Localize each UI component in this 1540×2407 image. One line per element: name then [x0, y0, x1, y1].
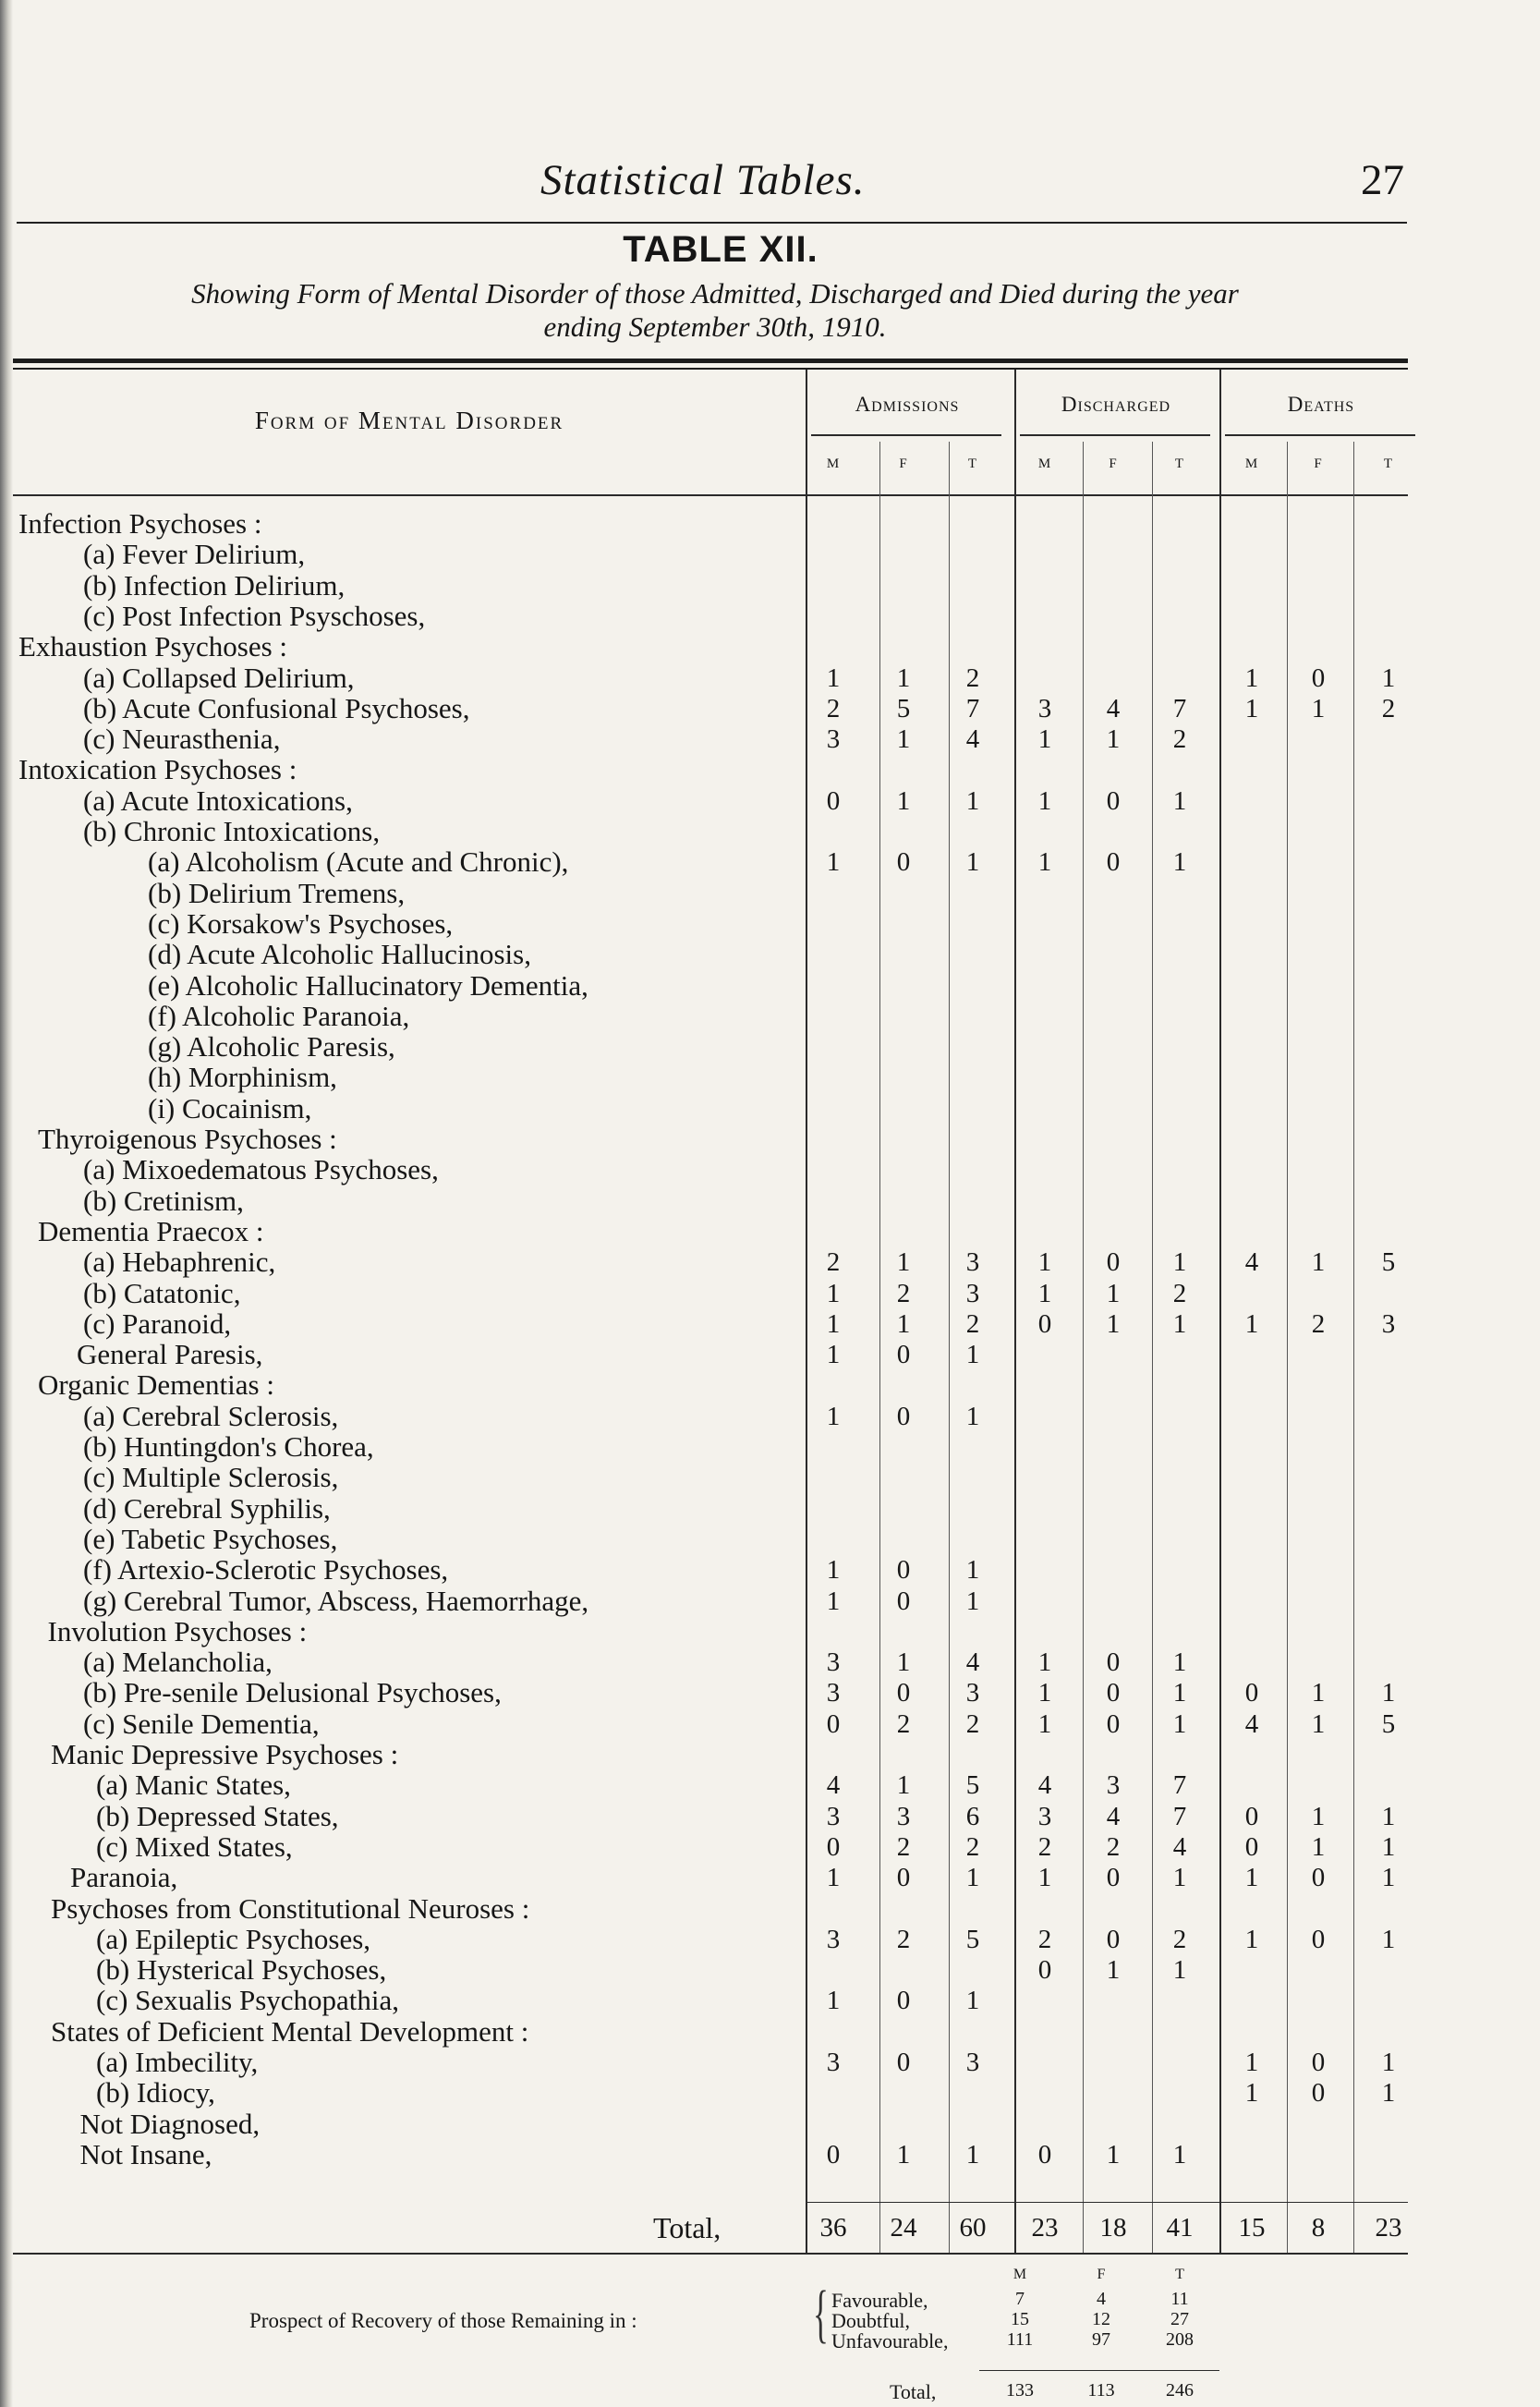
row-label: (a) Manic States,	[96, 1769, 291, 1802]
row-label: (b) Chronic Intoxications,	[83, 815, 381, 847]
cell-admissions-t: 6	[965, 1801, 980, 1831]
prospect-value-t: 27	[1170, 2309, 1189, 2329]
row-label: (b) Delirium Tremens,	[148, 876, 406, 909]
table-top-rule-thick	[13, 359, 1408, 363]
cell-discharged-m: 1	[1037, 785, 1052, 816]
cell-admissions-m: 1	[826, 1555, 841, 1586]
prospect-value-t: 11	[1170, 2289, 1189, 2309]
cell-deaths-f: 0	[1311, 1924, 1326, 1954]
row-label: (i) Cocainism,	[148, 1091, 312, 1124]
cell-discharged-m: 0	[1037, 1955, 1052, 1986]
cell-admissions-t: 2	[965, 663, 980, 693]
cell-discharged-m: 1	[1037, 1708, 1052, 1739]
cell-admissions-m: 1	[826, 847, 841, 878]
cell-admissions-t: 1	[965, 1401, 980, 1431]
cell-admissions-t: 3	[965, 1278, 980, 1308]
row-label: (a) Alcoholism (Acute and Chronic),	[148, 845, 569, 879]
cell-discharged-t: 4	[1172, 1831, 1187, 1862]
running-head	[0, 155, 1413, 211]
cell-discharged-t: 1	[1172, 1678, 1187, 1708]
cell-discharged-m: 0	[1037, 1308, 1052, 1339]
cell-deaths-f: 0	[1311, 2048, 1326, 2077]
cell-discharged-t: 1	[1172, 1247, 1187, 1278]
subtitle-line-1: Showing Form of Mental Disorder of those Admitted, Discharged and Died during the year	[191, 277, 1239, 310]
subtitle-line-2: ending September 30th, 1910.	[543, 310, 887, 343]
cell-admissions-t: 1	[965, 1986, 980, 2016]
cell-admissions-f: 1	[896, 2139, 911, 2170]
cell-admissions-m: 1	[826, 1308, 841, 1339]
row-label: Not Insane,	[79, 2137, 212, 2170]
total-admissions-m: 36	[819, 2213, 847, 2243]
prospect-value-f: 12	[1092, 2309, 1110, 2329]
page-number: 27	[1361, 156, 1404, 204]
prospect-value-m: 7	[1015, 2289, 1025, 2309]
cell-admissions-t: 1	[965, 847, 980, 878]
row-label: (c) Korsakow's Psychoses,	[148, 906, 454, 940]
cell-admissions-m: 1	[826, 1586, 841, 1616]
cell-admissions-f: 0	[896, 2048, 911, 2077]
cell-deaths-m: 1	[1244, 693, 1259, 723]
total-bottom-rule	[13, 2253, 1408, 2255]
cell-discharged-t: 2	[1172, 1278, 1187, 1308]
cell-admissions-f: 0	[896, 1678, 911, 1708]
cell-admissions-f: 1	[896, 785, 911, 816]
cell-admissions-m: 3	[826, 1801, 841, 1831]
cell-admissions-m: 1	[826, 1401, 841, 1431]
cell-deaths-m: 0	[1244, 1801, 1259, 1831]
total-admissions-f: 24	[890, 2213, 917, 2243]
row-label: (b) Depressed States,	[96, 1799, 339, 1832]
prospect-header-t: T	[1175, 2267, 1184, 2282]
row-label: Intoxication Psychoses :	[18, 753, 297, 786]
cell-admissions-m: 2	[826, 1247, 841, 1278]
row-label: (a) Imbecility,	[96, 2046, 259, 2078]
cell-discharged-f: 1	[1106, 724, 1121, 755]
row-label: (g) Alcoholic Paresis,	[148, 1030, 395, 1064]
cell-discharged-f: 0	[1106, 1678, 1121, 1708]
cell-deaths-t: 1	[1381, 1924, 1396, 1954]
cell-deaths-m: 4	[1244, 1247, 1259, 1278]
row-label: (a) Cerebral Sclerosis,	[83, 1399, 339, 1432]
cell-admissions-f: 0	[896, 1586, 911, 1616]
cell-deaths-f: 0	[1311, 2078, 1326, 2109]
row-label: (b) Pre-senile Delusional Psychoses,	[83, 1676, 502, 1709]
cell-admissions-m: 1	[826, 1340, 841, 1370]
cell-admissions-t: 1	[965, 2139, 980, 2170]
prospect-value-t: 208	[1166, 2329, 1194, 2350]
cell-admissions-f: 1	[896, 1647, 911, 1678]
prospect-total-t: 246	[1166, 2380, 1194, 2401]
cell-deaths-m: 1	[1244, 1308, 1259, 1339]
row-label: States of Deficient Mental Development :	[51, 2014, 529, 2048]
total-discharged-t: 41	[1166, 2213, 1194, 2243]
header-rule	[17, 222, 1407, 224]
prospect-row-label: Unfavourable,	[831, 2329, 949, 2352]
cell-admissions-f: 1	[896, 724, 911, 755]
group-underline	[811, 434, 1001, 436]
cell-deaths-t: 1	[1381, 2078, 1396, 2109]
cell-admissions-m: 1	[826, 1863, 841, 1893]
row-label: (c) Mixed States,	[96, 1830, 293, 1863]
row-label: Thyroigenous Psychoses :	[38, 1123, 337, 1155]
cell-deaths-t: 1	[1381, 2048, 1396, 2077]
row-label: (e) Alcoholic Hallucinatory Dementia,	[148, 968, 588, 1002]
cell-admissions-m: 1	[826, 1278, 841, 1308]
row-label: (c) Multiple Sclerosis,	[83, 1461, 339, 1494]
total-discharged-m: 23	[1031, 2213, 1059, 2243]
row-label: Dementia Praecox :	[38, 1214, 264, 1247]
prospect-header-f: F	[1097, 2267, 1106, 2282]
column-sub-f: F	[1109, 456, 1118, 471]
row-label: (c) Sexualis Psychopathia,	[96, 1984, 400, 2017]
cell-discharged-f: 0	[1106, 847, 1121, 878]
cell-admissions-f: 5	[896, 693, 911, 723]
cell-discharged-m: 3	[1037, 1801, 1052, 1831]
prospect-row-label: Favourable,	[831, 2289, 928, 2312]
row-label: (a) Acute Intoxications,	[83, 784, 353, 817]
prospect-value-m: 15	[1011, 2309, 1029, 2329]
row-label: (c) Senile Dementia,	[83, 1707, 320, 1740]
cell-deaths-t: 5	[1381, 1708, 1396, 1739]
cell-admissions-t: 1	[965, 1863, 980, 1893]
cell-discharged-f: 1	[1106, 1955, 1121, 1986]
column-sub-f: F	[899, 456, 908, 471]
cell-discharged-f: 4	[1106, 693, 1121, 723]
row-label: (d) Acute Alcoholic Hallucinosis,	[148, 938, 531, 971]
prospect-brace: {	[813, 2279, 829, 2350]
cell-deaths-t: 1	[1381, 1863, 1396, 1893]
cell-admissions-f: 2	[896, 1708, 911, 1739]
cell-deaths-t: 1	[1381, 1801, 1396, 1831]
cell-discharged-f: 0	[1106, 1708, 1121, 1739]
cell-discharged-m: 1	[1037, 1278, 1052, 1308]
cell-discharged-m: 4	[1037, 1770, 1052, 1801]
cell-discharged-m: 1	[1037, 847, 1052, 878]
row-label: General Paresis,	[77, 1338, 263, 1371]
table-title: TABLE XII.	[623, 229, 819, 270]
cell-discharged-f: 0	[1106, 1924, 1121, 1954]
cell-discharged-t: 1	[1172, 1863, 1187, 1893]
cell-discharged-f: 0	[1106, 1647, 1121, 1678]
cell-admissions-m: 3	[826, 2048, 841, 2077]
row-label: (h) Morphinism,	[148, 1061, 337, 1094]
cell-discharged-f: 0	[1106, 785, 1121, 816]
cell-discharged-m: 3	[1037, 693, 1052, 723]
column-sub-m: M	[826, 456, 841, 471]
prospect-total-rule	[979, 2370, 1219, 2371]
cell-admissions-t: 4	[965, 1647, 980, 1678]
cell-discharged-f: 1	[1106, 1308, 1121, 1339]
cell-admissions-t: 1	[965, 1555, 980, 1586]
cell-deaths-f: 2	[1311, 1308, 1326, 1339]
row-label: (e) Tabetic Psychoses,	[83, 1522, 338, 1555]
cell-discharged-m: 1	[1037, 1863, 1052, 1893]
cell-admissions-t: 1	[965, 785, 980, 816]
cell-discharged-f: 1	[1106, 1278, 1121, 1308]
cell-admissions-t: 7	[965, 693, 980, 723]
cell-discharged-t: 1	[1172, 1308, 1187, 1339]
cell-deaths-f: 1	[1311, 693, 1326, 723]
cell-deaths-m: 1	[1244, 2048, 1259, 2077]
cell-admissions-t: 1	[965, 1586, 980, 1616]
row-label: (b) Cretinism,	[83, 1184, 244, 1217]
cell-discharged-t: 1	[1172, 1647, 1187, 1678]
cell-deaths-t: 2	[1381, 693, 1396, 723]
row-label: Paranoia,	[70, 1861, 178, 1894]
cell-deaths-f: 1	[1311, 1678, 1326, 1708]
cell-admissions-t: 2	[965, 1708, 980, 1739]
row-label: Psychoses from Constitutional Neuroses :	[51, 1891, 530, 1925]
cell-admissions-f: 1	[896, 1308, 911, 1339]
cell-admissions-m: 0	[826, 785, 841, 816]
cell-admissions-t: 1	[965, 1340, 980, 1370]
cell-discharged-m: 1	[1037, 724, 1052, 755]
total-deaths-t: 23	[1375, 2213, 1402, 2243]
cell-discharged-m: 2	[1037, 1924, 1052, 1954]
total-top-rule	[806, 2202, 1408, 2203]
cell-discharged-f: 2	[1106, 1831, 1121, 1862]
cell-admissions-t: 5	[965, 1770, 980, 1801]
column-sub-m: M	[1244, 456, 1259, 471]
prospect-value-f: 4	[1097, 2289, 1106, 2309]
cell-discharged-m: 1	[1037, 1678, 1052, 1708]
total-deaths-f: 8	[1311, 2213, 1326, 2243]
row-label: (b) Idiocy,	[96, 2076, 215, 2109]
row-label: (g) Cerebral Tumor, Abscess, Haemorrhage,	[83, 1584, 589, 1617]
table-subtitle	[13, 277, 1417, 344]
cell-admissions-f: 1	[896, 1247, 911, 1278]
cell-discharged-m: 2	[1037, 1831, 1052, 1862]
total-deaths-m: 15	[1238, 2213, 1266, 2243]
row-label: (a) Collapsed Delirium,	[83, 661, 355, 694]
prospect-value-m: 111	[1006, 2329, 1034, 2350]
column-group-discharged: Discharged	[1061, 393, 1171, 416]
cell-deaths-m: 1	[1244, 1863, 1259, 1893]
row-label: (b) Catatonic,	[83, 1276, 241, 1309]
column-sub-t: T	[1383, 456, 1394, 471]
cell-discharged-t: 1	[1172, 785, 1187, 816]
cell-discharged-t: 7	[1172, 693, 1187, 723]
cell-admissions-f: 1	[896, 663, 911, 693]
cell-admissions-f: 2	[896, 1278, 911, 1308]
cell-admissions-f: 3	[896, 1801, 911, 1831]
row-label: Infection Psychoses :	[18, 507, 262, 540]
cell-discharged-f: 1	[1106, 2139, 1121, 2170]
cell-admissions-t: 2	[965, 1308, 980, 1339]
cell-deaths-f: 0	[1311, 1863, 1326, 1893]
cell-deaths-m: 1	[1244, 663, 1259, 693]
cell-deaths-t: 1	[1381, 1678, 1396, 1708]
cell-admissions-m: 4	[826, 1770, 841, 1801]
total-label: Total,	[653, 2211, 721, 2244]
cell-discharged-m: 1	[1037, 1247, 1052, 1278]
cell-admissions-t: 3	[965, 1247, 980, 1278]
cell-discharged-t: 7	[1172, 1801, 1187, 1831]
prospect-value-f: 97	[1092, 2329, 1110, 2350]
cell-admissions-f: 0	[896, 1986, 911, 2016]
cell-admissions-t: 3	[965, 2048, 980, 2077]
row-label: (b) Huntingdon's Chorea,	[83, 1430, 374, 1463]
prospect-total-label: Total,	[890, 2380, 937, 2403]
cell-discharged-t: 2	[1172, 1924, 1187, 1954]
cell-deaths-f: 1	[1311, 1247, 1326, 1278]
cell-admissions-t: 3	[965, 1678, 980, 1708]
group-underline	[1225, 434, 1415, 436]
cell-deaths-f: 1	[1311, 1831, 1326, 1862]
column-group-deaths: Deaths	[1287, 393, 1355, 416]
cell-deaths-t: 5	[1381, 1247, 1396, 1278]
cell-admissions-m: 2	[826, 693, 841, 723]
cell-deaths-f: 0	[1311, 663, 1326, 693]
cell-deaths-t: 1	[1381, 1831, 1396, 1862]
cell-admissions-f: 0	[896, 1401, 911, 1431]
cell-admissions-m: 0	[826, 1708, 841, 1739]
cell-deaths-m: 1	[1244, 1924, 1259, 1954]
cell-deaths-m: 4	[1244, 1708, 1259, 1739]
cell-admissions-f: 0	[896, 1555, 911, 1586]
cell-discharged-t: 1	[1172, 1708, 1187, 1739]
row-label: (d) Cerebral Syphilis,	[83, 1491, 331, 1525]
cell-discharged-t: 1	[1172, 1955, 1187, 1986]
cell-admissions-t: 4	[965, 724, 980, 755]
cell-deaths-m: 1	[1244, 2078, 1259, 2109]
row-label: (c) Paranoid,	[83, 1307, 232, 1340]
row-label: (a) Epileptic Psychoses,	[96, 1922, 371, 1955]
column-sub-m: M	[1037, 456, 1052, 471]
cell-discharged-m: 1	[1037, 1647, 1052, 1678]
cell-admissions-m: 0	[826, 2139, 841, 2170]
cell-discharged-t: 7	[1172, 1770, 1187, 1801]
cell-deaths-t: 1	[1381, 663, 1396, 693]
column-sub-f: F	[1314, 456, 1323, 471]
row-label: Not Diagnosed,	[79, 2107, 261, 2140]
form-of-disorder-header: Form of Mental Disorder	[254, 407, 564, 434]
row-label: (a) Mixoedematous Psychoses,	[83, 1153, 439, 1186]
row-label: (b) Acute Confusional Psychoses,	[83, 691, 470, 724]
total-admissions-t: 60	[959, 2213, 987, 2243]
cell-admissions-f: 0	[896, 1863, 911, 1893]
row-label: Organic Dementias :	[38, 1368, 274, 1402]
row-label: (a) Fever Delirium,	[83, 538, 306, 571]
cell-discharged-t: 2	[1172, 724, 1187, 755]
cell-deaths-m: 0	[1244, 1831, 1259, 1862]
cell-admissions-t: 5	[965, 1924, 980, 1954]
cell-discharged-m: 0	[1037, 2139, 1052, 2170]
cell-discharged-f: 4	[1106, 1801, 1121, 1831]
prospect-label: Prospect of Recovery of those Remaining in :	[249, 2309, 637, 2332]
prospect-header-m: M	[1013, 2267, 1027, 2282]
row-label: Involution Psychoses :	[47, 1614, 308, 1647]
cell-discharged-f: 0	[1106, 1247, 1121, 1278]
table-top-rule-thin	[13, 368, 1408, 370]
cell-admissions-m: 1	[826, 1986, 841, 2016]
header-bottom-rule	[13, 494, 1408, 496]
cell-admissions-f: 2	[896, 1924, 911, 1954]
row-label: (f) Artexio-Sclerotic Psychoses,	[83, 1553, 449, 1586]
row-label: (c) Neurasthenia,	[83, 723, 281, 756]
cell-admissions-m: 3	[826, 1924, 841, 1954]
cell-deaths-f: 1	[1311, 1801, 1326, 1831]
cell-admissions-t: 2	[965, 1831, 980, 1862]
cell-admissions-f: 2	[896, 1831, 911, 1862]
cell-admissions-m: 3	[826, 1647, 841, 1678]
group-underline	[1020, 434, 1210, 436]
sub-column-separator	[1353, 442, 1354, 2253]
prospect-total-m: 133	[1006, 2380, 1034, 2401]
prospect-row-label: Doubtful,	[831, 2309, 910, 2332]
total-discharged-f: 18	[1099, 2213, 1127, 2243]
row-label: (f) Alcoholic Paranoia,	[148, 999, 410, 1032]
row-label: (b) Hysterical Psychoses,	[96, 1953, 387, 1987]
row-label: (a) Melancholia,	[83, 1646, 273, 1679]
row-label: Exhaustion Psychoses :	[18, 630, 288, 663]
cell-deaths-f: 1	[1311, 1708, 1326, 1739]
cell-deaths-t: 3	[1381, 1308, 1396, 1339]
row-label: (a) Hebaphrenic,	[83, 1246, 276, 1279]
page-edge-shadow	[0, 0, 13, 2407]
column-sub-t: T	[967, 456, 978, 471]
cell-deaths-m: 0	[1244, 1678, 1259, 1708]
cell-discharged-f: 3	[1106, 1770, 1121, 1801]
row-label: Manic Depressive Psychoses :	[51, 1738, 399, 1770]
cell-discharged-f: 0	[1106, 1863, 1121, 1893]
cell-admissions-f: 0	[896, 847, 911, 878]
cell-discharged-t: 1	[1172, 847, 1187, 878]
cell-admissions-m: 1	[826, 663, 841, 693]
prospect-total-f: 113	[1087, 2380, 1115, 2401]
cell-admissions-f: 1	[896, 1770, 911, 1801]
running-title: Statistical Tables.	[540, 156, 866, 204]
column-group-admissions: Admissions	[855, 393, 960, 416]
row-label: (c) Post Infection Psyschoses,	[83, 599, 426, 632]
cell-admissions-m: 3	[826, 1678, 841, 1708]
column-sub-t: T	[1174, 456, 1185, 471]
cell-discharged-t: 1	[1172, 2139, 1187, 2170]
cell-admissions-m: 0	[826, 1831, 841, 1862]
row-label: (b) Infection Delirium,	[83, 568, 346, 602]
cell-admissions-m: 3	[826, 724, 841, 755]
cell-admissions-f: 0	[896, 1340, 911, 1370]
